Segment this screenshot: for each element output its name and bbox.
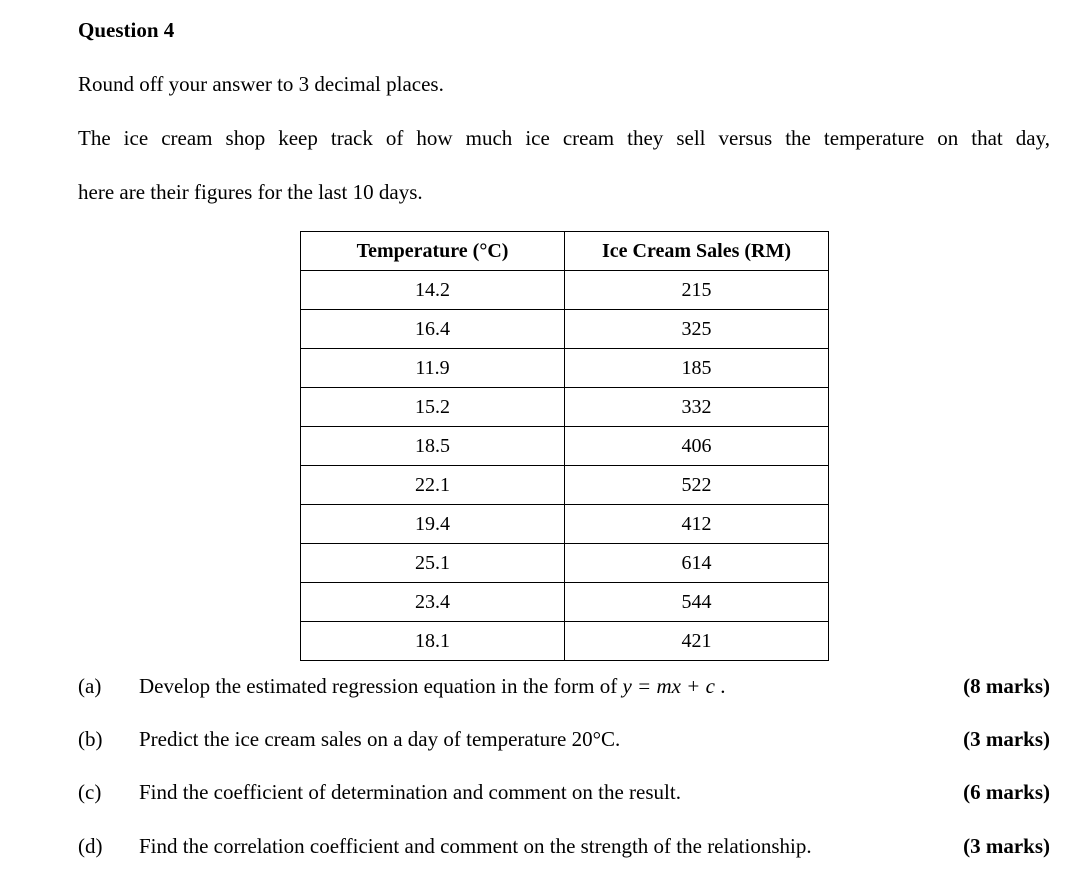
table-row	[301, 622, 829, 661]
sales-cell: 215	[565, 271, 829, 310]
part-d-marks: (3 marks)	[963, 834, 1050, 858]
table-row	[301, 427, 829, 466]
data-table	[300, 231, 829, 661]
table-row	[301, 466, 829, 505]
part-c-marks: (6 marks)	[963, 780, 1050, 804]
temperature-cell: 22.1	[301, 466, 565, 505]
temperature-cell: 16.4	[301, 310, 565, 349]
temperature-cell: 11.9	[301, 349, 565, 388]
temperature-cell: 19.4	[301, 505, 565, 544]
temperature-cell: 18.5	[301, 427, 565, 466]
table-row	[301, 583, 829, 622]
question-title: Question 4	[78, 18, 175, 42]
regression-equation: y = mx + c	[622, 674, 715, 698]
part-a-suffix: .	[720, 674, 726, 698]
sales-cell: 332	[565, 388, 829, 427]
sales-cell: 185	[565, 349, 829, 388]
table-row	[301, 310, 829, 349]
temperature-cell: 18.1	[301, 622, 565, 661]
part-c-text: Find the coefficient of determination and comment on the result.	[139, 780, 681, 804]
table-row	[301, 544, 829, 583]
part-a-text	[139, 674, 725, 699]
part-a-label: (a)	[78, 674, 102, 698]
temperature-cell: 23.4	[301, 583, 565, 622]
table-header-row	[301, 232, 829, 271]
sales-cell: 522	[565, 466, 829, 505]
intro-text-line-2: here are their figures for the last 10 days.	[78, 180, 423, 204]
part-b-label: (b)	[78, 727, 103, 751]
sales-cell: 325	[565, 310, 829, 349]
sales-cell: 406	[565, 427, 829, 466]
table-row	[301, 388, 829, 427]
sales-cell: 544	[565, 583, 829, 622]
sales-cell: 412	[565, 505, 829, 544]
part-d-label: (d)	[78, 834, 103, 858]
table-row	[301, 349, 829, 388]
temperature-cell: 25.1	[301, 544, 565, 583]
header-temperature: Temperature (°C)	[301, 232, 565, 271]
table-row	[301, 505, 829, 544]
part-d-text: Find the correlation coefficient and comment on the strength of the relationship.	[139, 834, 812, 858]
instruction-text: Round off your answer to 3 decimal places.	[78, 72, 444, 96]
temperature-cell: 15.2	[301, 388, 565, 427]
sales-cell: 421	[565, 622, 829, 661]
temperature-cell: 14.2	[301, 271, 565, 310]
header-sales: Ice Cream Sales (RM)	[565, 232, 829, 271]
part-a-marks: (8 marks)	[963, 674, 1050, 698]
part-b-text: Predict the ice cream sales on a day of temperature 20°C.	[139, 727, 621, 751]
part-b-marks: (3 marks)	[963, 727, 1050, 751]
part-c-label: (c)	[78, 780, 102, 804]
intro-text-line-1: The ice cream shop keep track of how much ice cream they sell versus the temperature on that day,	[78, 126, 1050, 150]
sales-cell: 614	[565, 544, 829, 583]
part-a-prefix: Develop the estimated regression equation in the form of	[139, 674, 618, 698]
table-row	[301, 271, 829, 310]
